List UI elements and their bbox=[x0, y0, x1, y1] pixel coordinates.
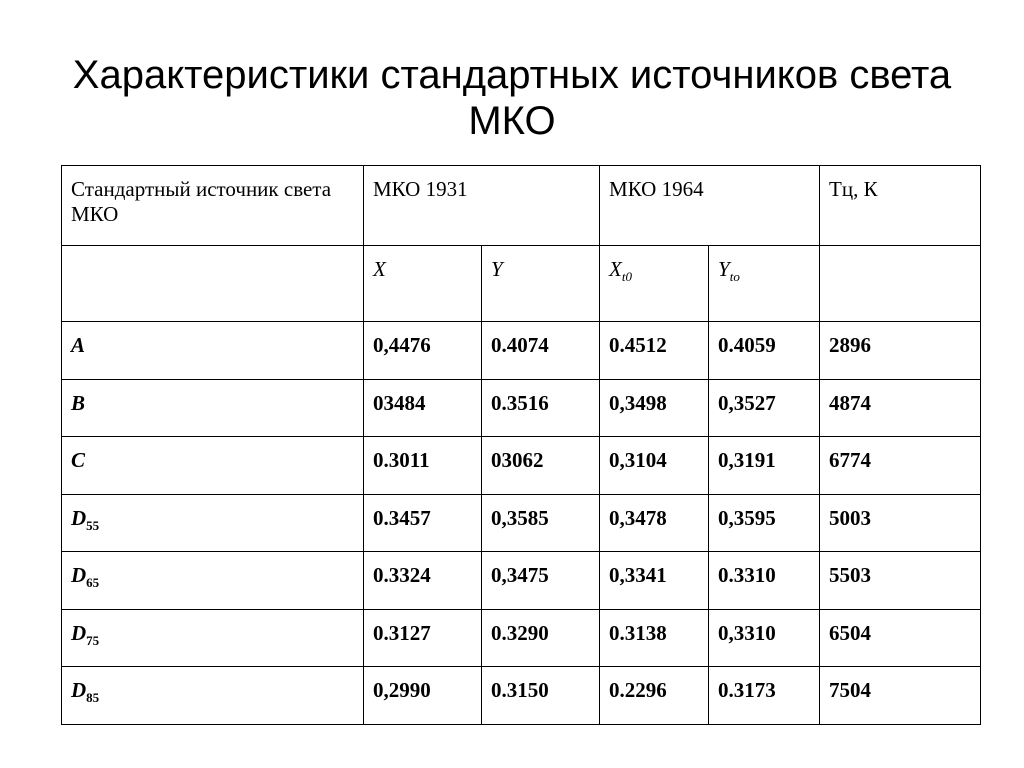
illuminant-letter: B bbox=[71, 390, 86, 415]
table-row bbox=[62, 667, 981, 725]
illuminant-letter: D bbox=[71, 563, 87, 587]
illuminant-name bbox=[62, 437, 364, 495]
cell-cie1964-y: 0,3310 bbox=[709, 609, 820, 667]
cell-cie1964-x: 0.4512 bbox=[600, 322, 709, 380]
cell-cie1931-x: 0,4476 bbox=[364, 322, 482, 380]
cell-cie1964-x: 0,3498 bbox=[600, 379, 709, 437]
cell-cie1931-x: 0.3324 bbox=[364, 552, 482, 610]
subheader-yto-sub: to bbox=[729, 269, 740, 284]
cell-cie1964-x: 0.2296 bbox=[600, 667, 709, 725]
table-row bbox=[62, 322, 981, 380]
cell-cie1964-x: 0,3478 bbox=[600, 494, 709, 552]
cell-cie1931-y: 0,3475 bbox=[482, 552, 600, 610]
slide-title bbox=[0, 52, 1024, 144]
header-source: Стандартный источник света МКО bbox=[62, 166, 364, 246]
cell-cie1931-x: 0,2990 bbox=[364, 667, 482, 725]
cell-temperature: 6504 bbox=[820, 609, 981, 667]
cell-cie1931-y: 0.3290 bbox=[482, 609, 600, 667]
cell-cie1964-y: 0.3173 bbox=[709, 667, 820, 725]
illuminant-name bbox=[62, 322, 364, 380]
illuminant-letter: D bbox=[71, 678, 87, 702]
header-cie-1931: МКО 1931 bbox=[364, 166, 600, 246]
cell-cie1931-y: 0,3585 bbox=[482, 494, 600, 552]
subheader-empty-right bbox=[820, 246, 981, 322]
header-cie-1964: МКО 1964 bbox=[600, 166, 820, 246]
header-temperature: Тц, К bbox=[820, 166, 981, 246]
table-row bbox=[62, 437, 981, 495]
cell-cie1931-x: 0.3457 bbox=[364, 494, 482, 552]
slide-title-line-2: МКО bbox=[468, 99, 556, 143]
cell-cie1964-x: 0,3104 bbox=[600, 437, 709, 495]
cell-temperature: 5003 bbox=[820, 494, 981, 552]
cell-cie1931-x: 0.3127 bbox=[364, 609, 482, 667]
illuminant-letter: D bbox=[71, 620, 87, 645]
illuminant-subscript: 75 bbox=[86, 632, 100, 648]
illuminant-subscript: 85 bbox=[86, 690, 100, 705]
cell-cie1964-x: 0,3341 bbox=[600, 552, 709, 610]
cell-cie1964-y: 0,3191 bbox=[709, 437, 820, 495]
cell-cie1931-y: 0.3516 bbox=[482, 379, 600, 437]
illuminant-subscript: 55 bbox=[86, 517, 100, 533]
illuminant-name bbox=[62, 494, 364, 552]
cell-cie1931-y: 03062 bbox=[482, 437, 600, 495]
illuminant-name bbox=[62, 667, 364, 725]
illuminant-subscript: 65 bbox=[86, 575, 100, 590]
cell-cie1964-y: 0,3595 bbox=[709, 494, 820, 552]
illuminant-name bbox=[62, 552, 364, 610]
illuminant-name bbox=[62, 609, 364, 667]
table-subheader-row bbox=[62, 246, 981, 322]
cell-temperature: 2896 bbox=[820, 322, 981, 380]
illuminant-letter: A bbox=[71, 333, 86, 357]
cell-temperature: 5503 bbox=[820, 552, 981, 610]
subheader-empty-left bbox=[62, 246, 364, 322]
cell-cie1964-y: 0.3310 bbox=[709, 552, 820, 610]
subheader-xt0-base: X bbox=[609, 257, 622, 281]
illuminant-letter: C bbox=[71, 448, 86, 472]
subheader-xt0 bbox=[600, 246, 709, 322]
table-row bbox=[62, 494, 981, 552]
cell-cie1964-y: 0,3527 bbox=[709, 379, 820, 437]
table-row bbox=[62, 609, 981, 667]
cell-cie1964-x: 0.3138 bbox=[600, 609, 709, 667]
subheader-yto-base: Y bbox=[718, 257, 730, 281]
illuminant-letter: D bbox=[71, 505, 87, 530]
illuminants-table bbox=[61, 165, 981, 725]
subheader-xt0-sub: t0 bbox=[621, 269, 632, 284]
cell-cie1964-y: 0.4059 bbox=[709, 322, 820, 380]
cell-temperature: 7504 bbox=[820, 667, 981, 725]
slide-title-line-1: Характеристики стандартных источников света bbox=[72, 53, 952, 97]
cell-temperature: 4874 bbox=[820, 379, 981, 437]
cell-cie1931-y: 0.4074 bbox=[482, 322, 600, 380]
cell-cie1931-y: 0.3150 bbox=[482, 667, 600, 725]
table-header-row bbox=[62, 166, 981, 246]
table-row bbox=[62, 552, 981, 610]
subheader-yto bbox=[709, 246, 820, 322]
table-row bbox=[62, 379, 981, 437]
subheader-y: Y bbox=[482, 246, 600, 322]
cell-temperature: 6774 bbox=[820, 437, 981, 495]
subheader-x: X bbox=[364, 246, 482, 322]
illuminant-name bbox=[62, 379, 364, 437]
cell-cie1931-x: 0.3011 bbox=[364, 437, 482, 495]
cell-cie1931-x: 03484 bbox=[364, 379, 482, 437]
